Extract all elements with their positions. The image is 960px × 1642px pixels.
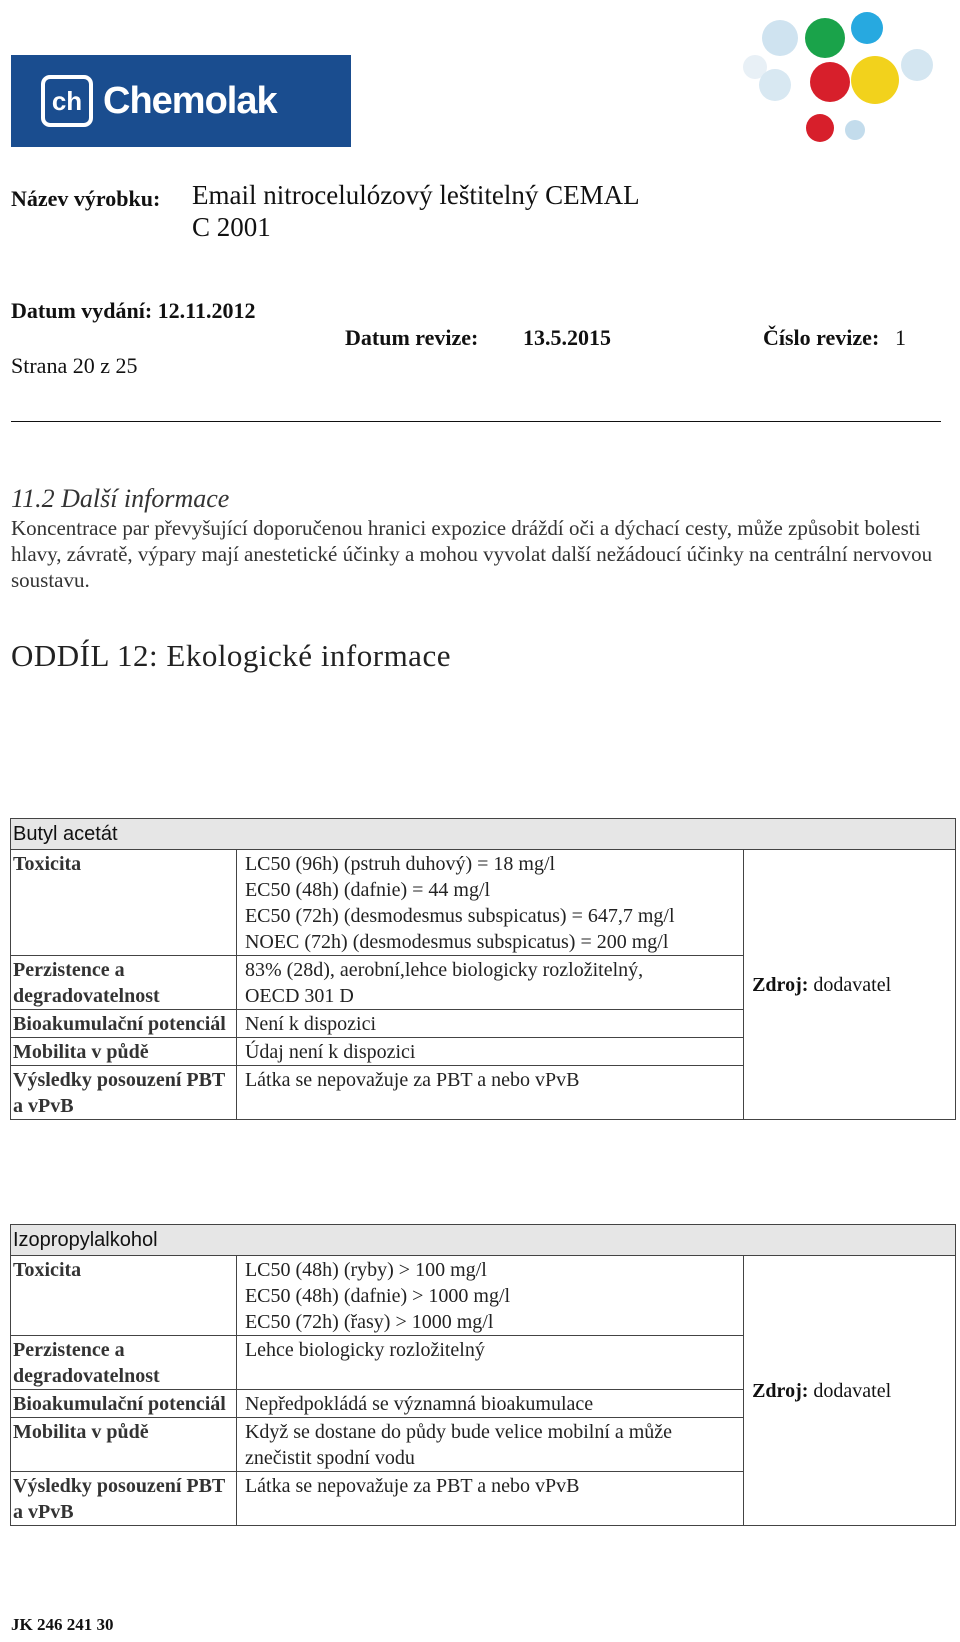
property-label: Bioakumulační potenciál <box>11 1010 237 1038</box>
table-row <box>11 850 956 956</box>
property-label: Perzistence a degradovatelnost <box>11 956 237 1010</box>
revision-date-label: Datum revize: <box>345 325 479 350</box>
property-value <box>236 956 743 1010</box>
property-value <box>236 1066 743 1120</box>
source-cell <box>744 1256 956 1526</box>
logo-text: Chemolak <box>103 79 277 122</box>
value-line: NOEC (72h) (desmodesmus subspicatus) = 200 mg/l <box>244 931 669 953</box>
table-substance-name: Butyl acetát <box>11 819 956 850</box>
property-value <box>236 1472 743 1526</box>
property-value <box>236 1418 743 1472</box>
property-value <box>236 1038 743 1066</box>
value-line: Není k dispozici <box>244 1013 377 1035</box>
revision-number-value: 1 <box>895 325 906 350</box>
company-logo <box>11 55 351 147</box>
value-line: Nepředpokládá se významná bioakumulace <box>244 1393 594 1415</box>
page-number: Strana 20 z 25 <box>11 353 138 378</box>
section-12-heading: ODDÍL 12: Ekologické informace <box>11 638 451 673</box>
section-11-2-heading: 11.2 Další informace <box>11 484 230 513</box>
revision-date-value: 13.5.2015 <box>523 325 611 350</box>
value-line: OECD 301 D <box>244 985 354 1007</box>
property-label: Perzistence a degradovatelnost <box>11 1336 237 1390</box>
value-line: EC50 (72h) (řasy) > 1000 mg/l <box>244 1311 494 1333</box>
source-value: dodavatel <box>813 974 892 996</box>
property-label: Výsledky posouzení PBT a vPvB <box>11 1472 237 1526</box>
value-line: Lehce biologicky rozložitelný <box>244 1339 485 1361</box>
property-value <box>236 1256 743 1336</box>
eco-table-butyl-acetate <box>10 818 956 1120</box>
product-name-label: Název výrobku: <box>11 186 161 211</box>
table-row <box>11 1256 956 1336</box>
value-line: EC50 (72h) (desmodesmus subspicatus) = 647,7 mg/l <box>244 905 675 927</box>
property-value <box>236 1390 743 1418</box>
property-label: Toxicita <box>11 850 237 956</box>
value-line: Látka se nepovažuje za PBT a nebo vPvB <box>244 1069 580 1091</box>
property-label: Výsledky posouzení PBT a vPvB <box>11 1066 237 1120</box>
property-value <box>236 1336 743 1390</box>
property-label: Toxicita <box>11 1256 237 1336</box>
table-substance-name: Izopropylalkohol <box>11 1225 956 1256</box>
color-dots-icon <box>735 10 960 160</box>
eco-table-isopropyl-alcohol <box>10 1224 956 1526</box>
property-label: Bioakumulační potenciál <box>11 1390 237 1418</box>
issue-date: Datum vydání: 12.11.2012 <box>11 298 256 323</box>
property-label: Mobilita v půdě <box>11 1418 237 1472</box>
value-line: EC50 (48h) (dafnie) = 44 mg/l <box>244 879 491 901</box>
value-line: LC50 (48h) (ryby) > 100 mg/l <box>244 1259 487 1281</box>
value-line: Údaj není k dispozici <box>244 1041 416 1063</box>
header-divider <box>11 421 941 422</box>
chemolak-logo-icon: ch <box>41 75 93 127</box>
value-line: Když se dostane do půdy bude velice mobilní a může <box>244 1421 673 1443</box>
section-11-2-text: Koncentrace par převyšující doporučenou hranici expozice dráždí oči a dýchací cesty, může způsobit bolesti hlavy, závratě, výpary mají anestetické účinky a mohou vyvolat další nežádoucí účinky na centrální nervovou soustavu. <box>11 516 933 592</box>
product-name-line1: Email nitrocelulózový leštitelný CEMAL <box>192 180 640 210</box>
source-cell <box>744 850 956 1120</box>
property-label: Mobilita v půdě <box>11 1038 237 1066</box>
property-value <box>236 1010 743 1038</box>
document-code: JK 246 241 30 <box>11 1615 114 1634</box>
product-name-line2: C 2001 <box>192 212 271 242</box>
value-line: Látka se nepovažuje za PBT a nebo vPvB <box>244 1475 580 1497</box>
value-line: 83% (28d), aerobní,lehce biologicky rozložitelný, <box>244 959 644 981</box>
value-line: LC50 (96h) (pstruh duhový) = 18 mg/l <box>244 853 556 875</box>
value-line: EC50 (48h) (dafnie) > 1000 mg/l <box>244 1285 511 1307</box>
revision-number-label: Číslo revize: <box>763 325 880 350</box>
property-value <box>236 850 743 956</box>
source-label: Zdroj: <box>752 974 809 996</box>
value-line: znečistit spodní vodu <box>244 1447 415 1469</box>
source-label: Zdroj: <box>752 1380 809 1402</box>
source-value: dodavatel <box>813 1380 892 1402</box>
